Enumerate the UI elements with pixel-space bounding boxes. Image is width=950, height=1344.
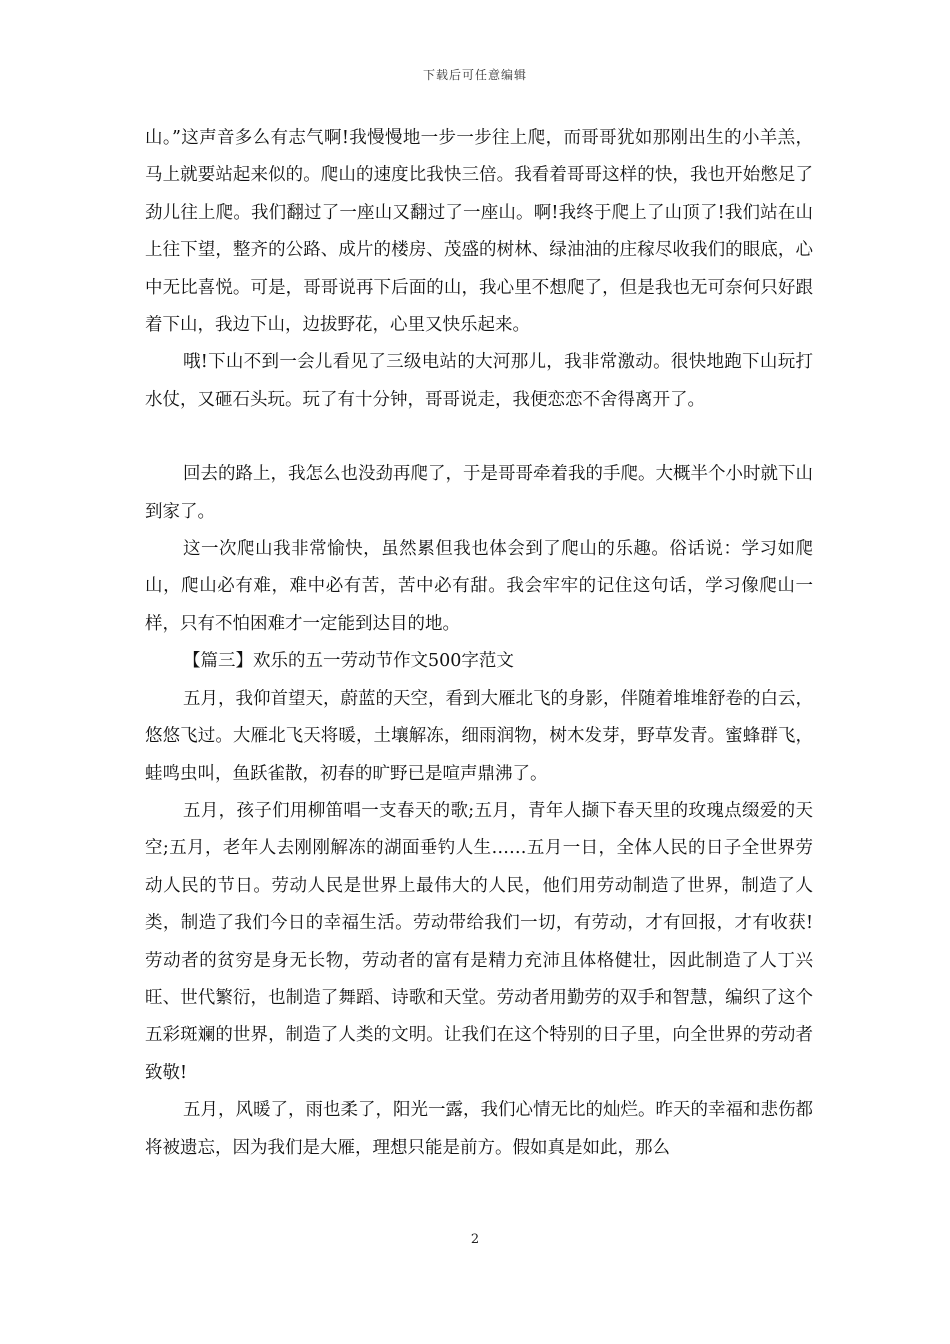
page-header: 下载后可任意编辑 (422, 68, 527, 82)
paragraph-labor-day: 五月，孩子们用柳笛唱一支春天的歌;五月，青年人撷下春天里的玫瑰点缀爱的天空;五月，老年人去刚刚解冻的湖面垂钓人生……五月一日，全体人民的日子全世界劳动人民的节日。劳动人民是世界上最伟大的人民，他们用劳动制造了世界，制造了人类，制造了我们今日的幸福生活。劳动带给我们一切，有劳动，才有回报，才有收获!劳动者的贫穷是身无长物，劳动者的富有是精力充沛且体格健壮，因此制造了人丁兴旺、世代繁衍，也制造了舞蹈、诗歌和天堂。劳动者用勤劳的双手和智慧，编织了这个五彩斑斓的世界，制造了人类的文明。让我们在这个特别的日子里，向全世界的劳动者致敬! (145, 800, 813, 1083)
paragraph-may-sky: 五月，我仰首望天，蔚蓝的天空，看到大雁北飞的身影，伴随着堆堆舒卷的白云，悠悠飞过。大雁北飞天将暖，土壤解冻，细雨润物，树木发芽，野草发青。蜜蜂群飞，蛙鸣虫叫，鱼跃雀散，初春的旷野已是喧声鼎沸了。 (145, 688, 813, 784)
section-heading: 【篇三】欢乐的五一劳动节作文500字范文 (183, 651, 514, 672)
paragraph-way-home: 回去的路上，我怎么也没劲再爬了，于是哥哥牵着我的手爬。大概半个小时就下山到家了。 (145, 464, 813, 522)
paragraph-climb-continued: 山。”这声音多么有志气啊!我慢慢地一步一步往上爬，而哥哥犹如那刚出生的小羊羔，马上就要站起来似的。爬山的速度比我快三倍。我看着哥哥这样的快，我也开始憋足了劲儿往上爬。我们翻过了一座山又翻过了一座山。啊!我终于爬上了山顶了!我们站在山上往下望，整齐的公路、成片的楼房、茂盛的树林、绿油油的庄稼尽收我们的眼底，心中无比喜悦。可是，哥哥说再下后面的山，我心里不想爬了，但是我也无可奈何只好跟着下山，我边下山，边拔野花，心里又快乐起来。 (145, 128, 813, 336)
blank-line (145, 419, 813, 456)
paragraph-river-play: 哦!下山不到一会儿看见了三级电站的大河那儿，我非常激动。很快地跑下山玩打水仗，又砸石头玩。玩了有十分钟，哥哥说走，我便恋恋不舍得离开了。 (145, 352, 813, 410)
page-number: 2 (470, 1232, 480, 1247)
paragraph-warm-may: 五月，风暖了，雨也柔了，阳光一露，我们心情无比的灿烂。昨天的幸福和悲伤都将被遗忘，因为我们是大雁，理想只能是前方。假如真是如此，那么 (145, 1100, 813, 1158)
document-body (145, 120, 813, 1167)
paragraph-conclusion: 这一次爬山我非常愉快，虽然累但我也体会到了爬山的乐趣。俗话说：学习如爬山，爬山必有难，难中必有苦，苦中必有甜。我会牢牢的记住这句话，学习像爬山一样，只有不怕困难才一定能到达目的地。 (145, 539, 813, 634)
